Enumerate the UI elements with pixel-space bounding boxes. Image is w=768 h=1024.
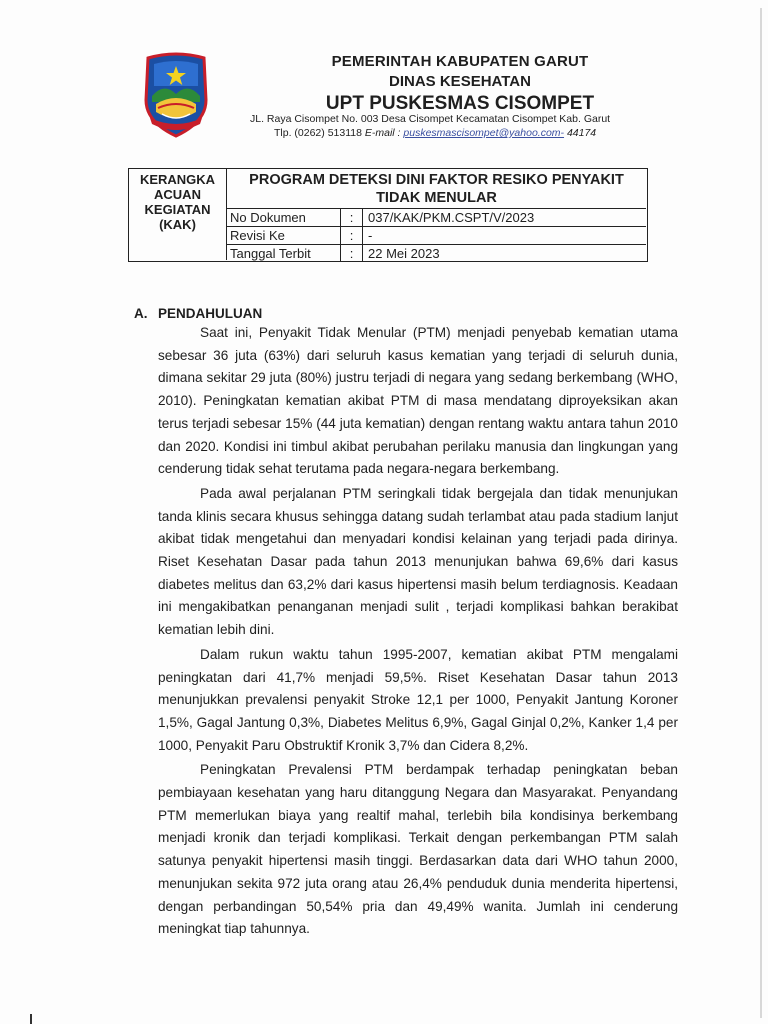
row-label: Revisi Ke bbox=[227, 227, 341, 244]
section-title: PENDAHULUAN bbox=[158, 306, 263, 321]
kak-label-line: ACUAN bbox=[154, 187, 201, 202]
program-title bbox=[227, 169, 646, 209]
row-label: Tanggal Terbit bbox=[227, 245, 341, 261]
contact-line bbox=[250, 126, 670, 140]
issue-date-row bbox=[227, 245, 646, 261]
paragraph: Saat ini, Penyakit Tidak Menular (PTM) menjadi penyebab kematian utama sebesar 36 juta (63%) dari seluruh kasus kematian yang terjadi di seluruh dunia, dimana sekitar 29 juta (80%) justru terjadi di negara yang sedang berkembang (WHO, 2010). Peningkatan kematian akibat PTM di masa mendatang diproyeksikan akan terus terjadi sebesar 15% (44 juta kematian) dengan rentang waktu antara tahun 2010 dan 2020. Kondisi ini timbul akibat perubahan perilaku manusia dan lingkungan yang cenderung tidak sehat terutama pada negara-negara berkembang. bbox=[158, 325, 678, 477]
document-number-row bbox=[227, 209, 646, 227]
row-value: 037/KAK/PKM.CSPT/V/2023 bbox=[368, 210, 535, 225]
kak-label-cell bbox=[129, 169, 227, 260]
row-colon: : bbox=[341, 227, 363, 244]
paragraph: Dalam rukun waktu tahun 1995-2007, kematian akibat PTM mengalami peningkatan dari 41,7% menjadi 59,5%. Riset Kesehatan Dasar tahun 2013 menunjukkan prevalensi penyakit Stroke 12,1 per 1000, Penyakit Jantung Koroner 1,5%, Gagal Jantung 0,3%, Diabetes Melitus 6,9%, Gagal Ginjal 0,2%, Kanker 1,4 per 1000, Penyakit Paru Obstruktif Kronik 3,7% dan Cidera 8,2%. bbox=[158, 646, 678, 753]
section-number: A. bbox=[134, 306, 148, 321]
government-name: PEMERINTAH KABUPATEN GARUT bbox=[331, 53, 589, 70]
row-colon: : bbox=[341, 209, 363, 226]
section-heading bbox=[134, 306, 262, 321]
scan-edge-mark bbox=[30, 1014, 32, 1024]
kak-table bbox=[128, 168, 648, 262]
program-title-line: TIDAK MENULAR bbox=[376, 190, 497, 206]
organization-header bbox=[250, 52, 670, 117]
kak-label-line: KEGIATAN bbox=[144, 202, 211, 217]
department-name: DINAS KESEHATAN bbox=[389, 73, 531, 90]
section-body bbox=[158, 322, 678, 941]
garut-regency-emblem-icon bbox=[140, 52, 212, 140]
paragraph: Peningkatan Prevalensi PTM berdampak terhadap peningkatan beban pembiayaan kesehatan yang haru ditanggung Negara dan Masyarakat. Penyandang PTM memerlukan biaya yang realtif mahal, terlebih bila kondisinya berkembang menjadi kronik dan terjadi komplikasi. Terkait dengan perkembangan PTM salah satunya penyakit hipertensi masih tinggi. Berdasarkan data dari WHO tahun 2000, menunjukan sekita 972 juta orang atau 26,4% penduduk dunia menderita hipertensi, dengan perbandingan 50,54% pria dan 49,49% wanita. Jumlah ini cenderung meningkat tiap tahunnya. bbox=[158, 762, 678, 937]
street-address: JL. Raya Cisompet No. 003 Desa Cisompet Kecamatan Cisompet Kab. Garut bbox=[250, 113, 611, 125]
kak-label-line: KERANGKA bbox=[139, 172, 216, 187]
postal-code: 44174 bbox=[566, 127, 597, 139]
row-value: 22 Mei 2023 bbox=[368, 246, 440, 261]
address-block bbox=[250, 112, 670, 140]
scan-edge-shadow bbox=[760, 8, 762, 1018]
program-title-line: PROGRAM DETEKSI DINI FAKTOR RESIKO PENYAKIT bbox=[249, 172, 624, 188]
row-colon: : bbox=[341, 245, 363, 261]
row-value: - bbox=[368, 228, 373, 243]
puskesmas-name: UPT PUSKESMAS CISOMPET bbox=[325, 93, 595, 114]
email-label: E-mail : bbox=[364, 127, 401, 139]
revision-row bbox=[227, 227, 646, 245]
phone-number: Tlp. (0262) 513118 bbox=[274, 127, 362, 139]
email-link[interactable]: puskesmascisompet@yahoo.com- bbox=[403, 127, 565, 139]
kak-label-line: (KAK) bbox=[159, 217, 196, 232]
paragraph: Pada awal perjalanan PTM seringkali tidak bergejala dan tidak menunjukan tanda klinis secara khusus sehingga datang sudah terlambat atau pada stadium lanjut akibat tidak mengetahui dan menyadari kondisi kelainan yang terjadi pada dirinya. Riset Kesehatan Dasar pada tahun 2013 menunjukan bahwa 69,6% dari kasus diabetes melitus dan 63,2% dari kasus hipertensi masih belum terdiagnosis. Keadaan ini mengakibatkan penanganan menjadi sulit , terjadi komplikasi bahkan berakibat kematian lebih dini. bbox=[158, 485, 678, 638]
row-label: No Dokumen bbox=[227, 209, 341, 226]
